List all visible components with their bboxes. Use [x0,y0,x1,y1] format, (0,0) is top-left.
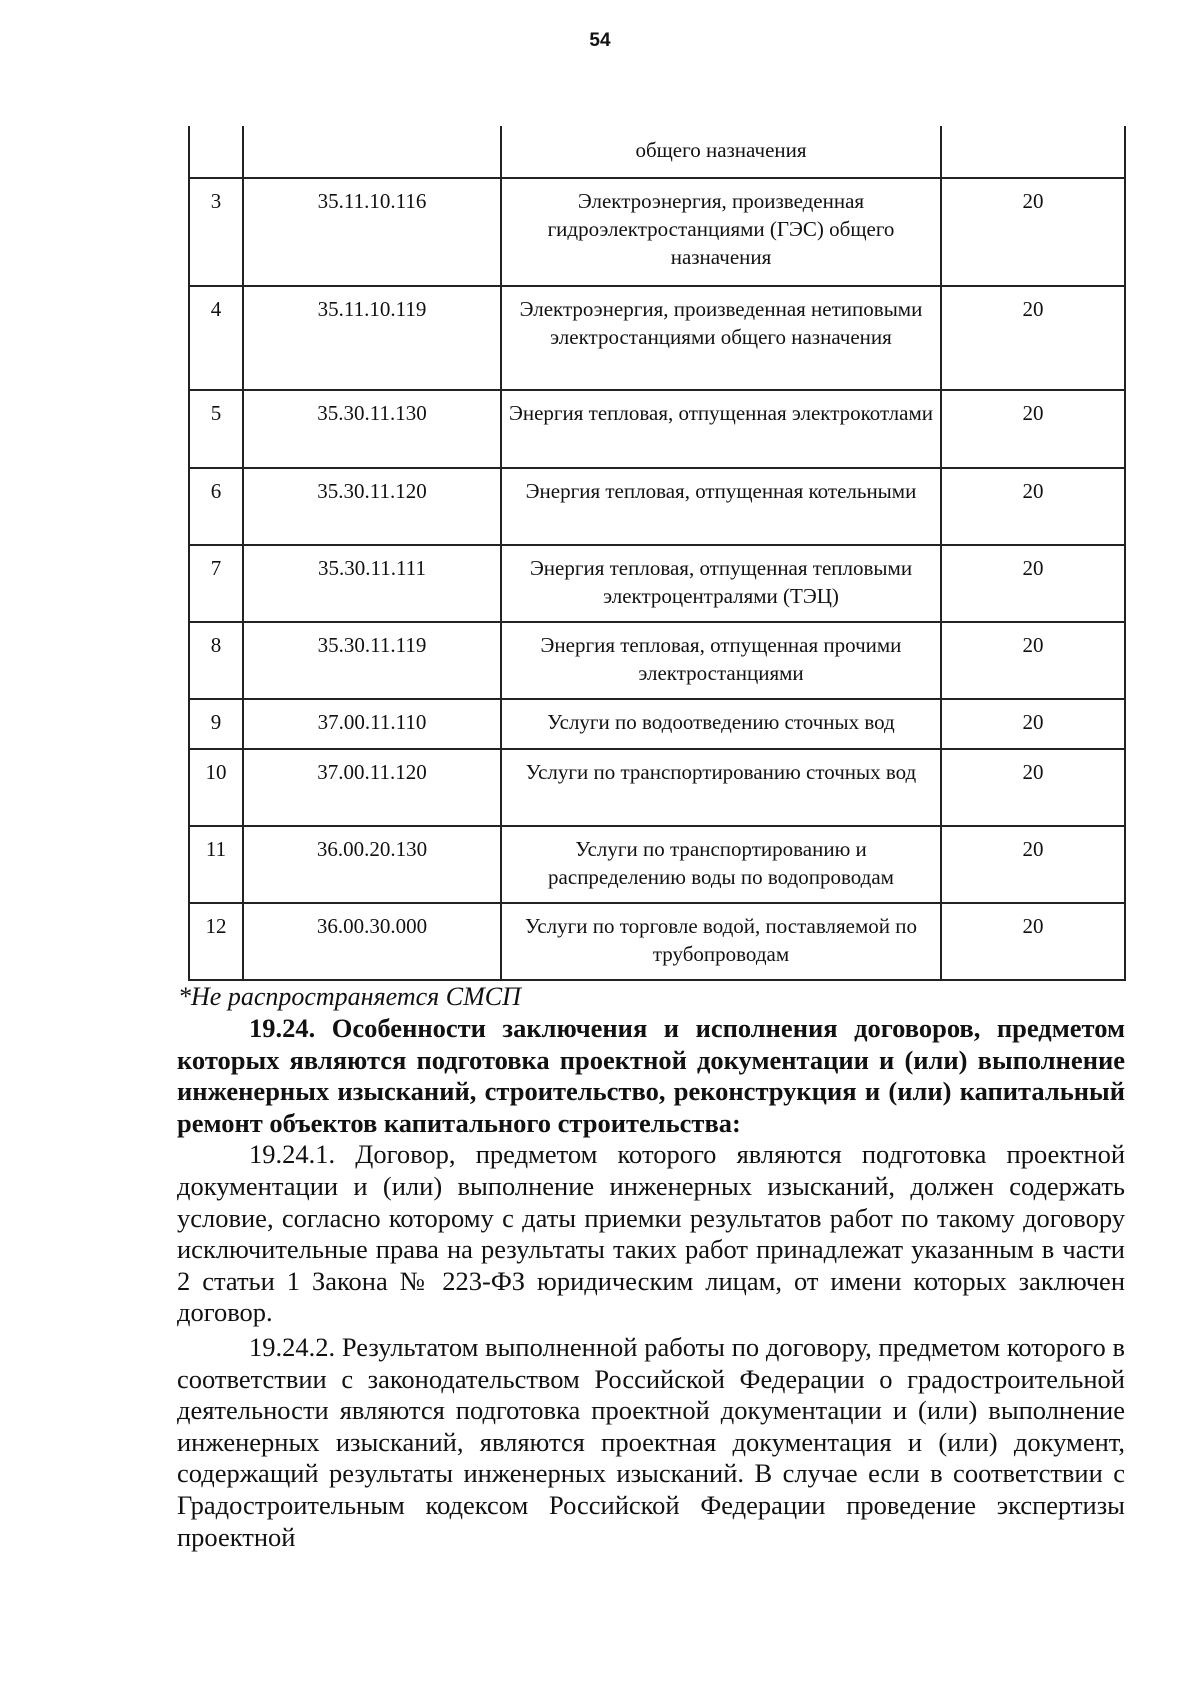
row-code: 35.30.11.120 [243,468,501,545]
row-name: Электроэнергия, произведенная гидроэлектростанциями (ГЭС) общего назначения [501,178,941,286]
row-name: Энергия тепловая, отпущенная котельными [501,468,941,545]
section-body [177,1013,1125,1553]
row-rate: 20 [941,286,1125,390]
row-code: 37.00.11.110 [243,699,501,749]
row-name: Услуги по водоотведению сточных вод [501,699,941,749]
section-heading: 19.24. Особенности заключения и исполнения договоров, предметом которых являются подготовка проектной документации и (или) выполнение инженерных изысканий, строительство, реконструкция и (или) капитальный ремонт объектов капитального строительства: [177,1013,1125,1138]
row-name: Энергия тепловая, отпущенная прочими электростанциями [501,622,941,699]
row-number: 5 [189,390,243,468]
row-number: 6 [189,468,243,545]
page-number: 54 [589,30,611,51]
row-code: 37.00.11.120 [243,749,501,826]
row-code [243,126,501,178]
table-row [189,903,1125,980]
row-number [189,126,243,178]
table-row [189,178,1125,286]
row-code: 36.00.20.130 [243,826,501,903]
row-number: 9 [189,699,243,749]
footnote: *Не распространяется СМСП [178,982,521,1011]
row-code: 35.30.11.119 [243,622,501,699]
row-rate: 20 [941,390,1125,468]
row-number: 10 [189,749,243,826]
row-rate: 20 [941,826,1125,903]
row-code: 35.30.11.111 [243,545,501,622]
row-code: 36.00.30.000 [243,903,501,980]
row-name: Электроэнергия, произведенная нетиповыми электростанциями общего назначения [501,286,941,390]
row-rate: 20 [941,545,1125,622]
row-rate: 20 [941,468,1125,545]
row-name: Энергия тепловая, отпущенная электрокотлами [501,390,941,468]
row-rate: 20 [941,178,1125,286]
row-code: 35.11.10.116 [243,178,501,286]
row-rate: 20 [941,699,1125,749]
row-code: 35.30.11.130 [243,390,501,468]
table-row [189,126,1125,178]
paragraph: 19.24.2. Результатом выполненной работы по договору, предметом которого в соответствии с законодательством Российской Федерации о градостроительной деятельности являются подготовка проектной документации и (или) выполнение инженерных изысканий, являются проектная документация и (или) документ, содержащий результаты инженерных изысканий. В случае если в соответствии с Градостроительным кодексом Российской Федерации проведение экспертизы проектной [177,1331,1125,1552]
row-rate: 20 [941,903,1125,980]
row-name: Услуги по транспортированию сточных вод [501,749,941,826]
row-name: Услуги по торговле водой, поставляемой по трубопроводам [501,903,941,980]
table-row [189,622,1125,699]
row-name: Энергия тепловая, отпущенная тепловыми электроцентралями (ТЭЦ) [501,545,941,622]
table-row [189,390,1125,468]
row-rate [941,126,1125,178]
table-row [189,468,1125,545]
table-row [189,286,1125,390]
row-number: 12 [189,903,243,980]
paragraph: 19.24.1. Договор, предметом которого являются подготовка проектной документации и (или) выполнение инженерных изысканий, должен содержать условие, согласно которому с даты приемки результатов работ по такому договору исключительные права на результаты таких работ принадлежат указанным в части 2 статьи 1 Закона № 223-ФЗ юридическим лицам, от имени которых заключен договор. [177,1139,1125,1328]
row-number: 3 [189,178,243,286]
row-name: общего назначения [501,126,941,178]
row-number: 7 [189,545,243,622]
row-number: 11 [189,826,243,903]
items-table [188,126,1126,981]
row-code: 35.11.10.119 [243,286,501,390]
table-row [189,826,1125,903]
row-number: 8 [189,622,243,699]
table-row [189,749,1125,826]
table-row [189,545,1125,622]
table-row [189,699,1125,749]
row-name: Услуги по транспортированию и распределению воды по водопроводам [501,826,941,903]
row-rate: 20 [941,622,1125,699]
row-number: 4 [189,286,243,390]
row-rate: 20 [941,749,1125,826]
